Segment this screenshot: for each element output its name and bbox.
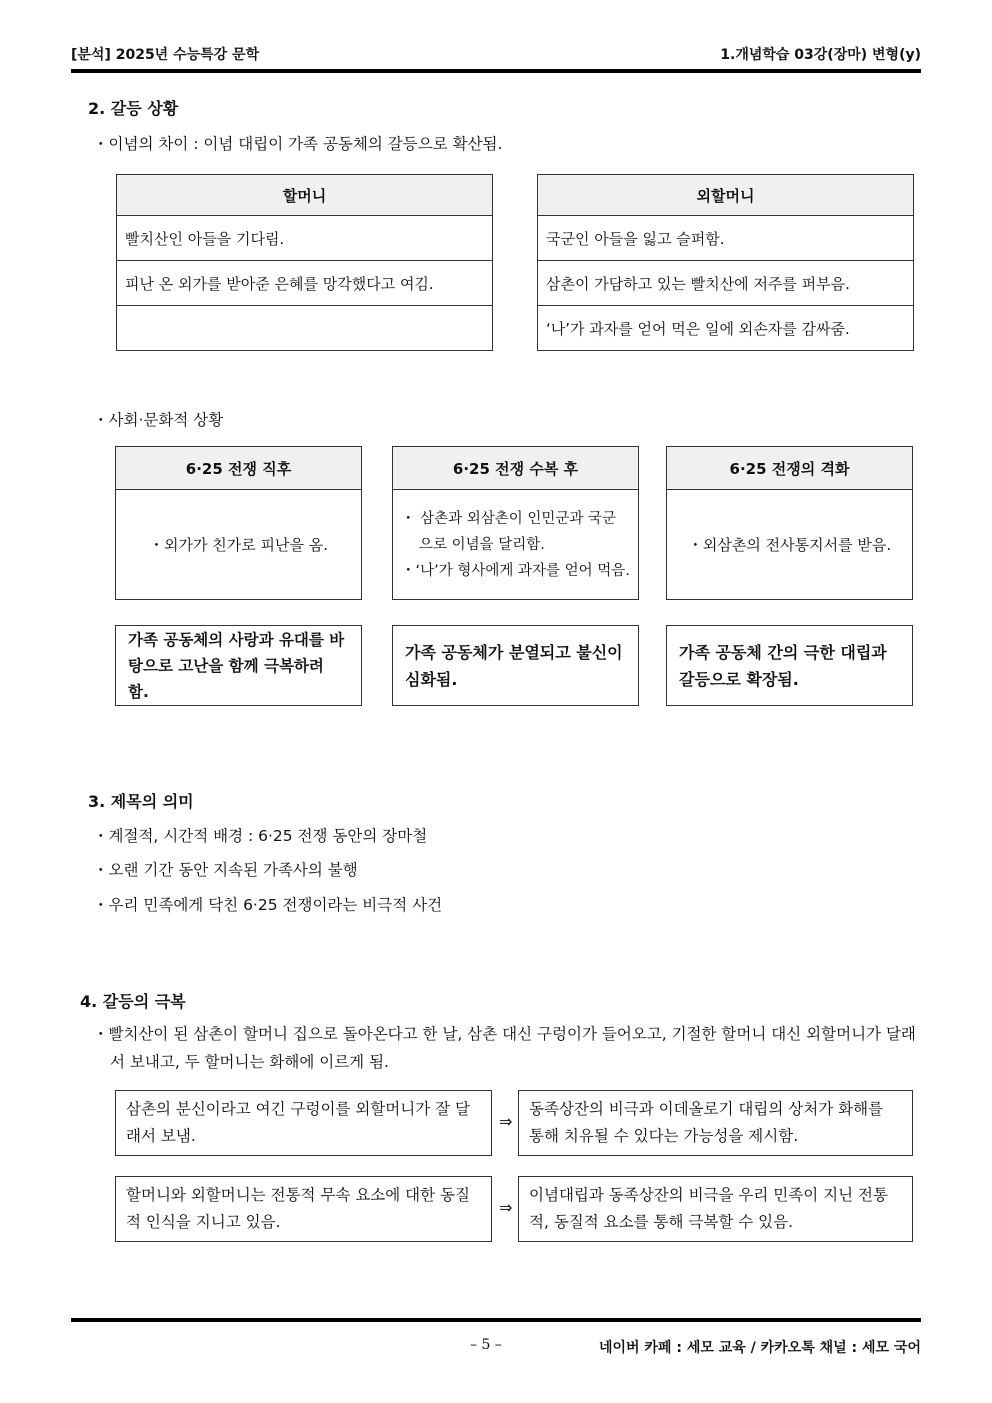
flow-1-cause: 삼촌의 분신이라고 여긴 구렁이를 외할머니가 잘 달래서 보냄. [115,1090,492,1156]
stage-2-item-1: ・ 삼촌과 외삼촌이 인민군과 국군으로 이념을 달리함. [401,511,617,553]
section-3-title: 3. 제목의 의미 [88,792,194,811]
stage-box-3 [666,446,913,600]
section-4-title: 4. 갈등의 극복 [80,992,186,1011]
stage-1-item-1: ・외가가 친가로 피난을 옴. [149,535,328,554]
maternal-grandma-table [537,174,914,351]
stage-3-result: 가족 공동체 간의 극한 대립과 갈등으로 확장됨. [666,625,913,706]
flow-1-arrow: ⇒ [499,1112,513,1131]
header-left: [분석] 2025년 수능특강 문학 [71,47,260,63]
section-2-title: 2. 갈등 상황 [88,99,179,118]
stage-box-2 [392,446,639,600]
stage-1-header: 6·25 전쟁 직후 [116,447,361,490]
stage-3-header: 6·25 전쟁의 격화 [667,447,912,490]
grandma-table [116,174,493,351]
maternal-row-3: ‘나’가 과자를 얻어 먹은 일에 외손자를 감싸줌. [538,306,914,351]
grandma-table-header: 할머니 [117,175,493,216]
stage-box-1 [115,446,362,600]
section-2-bullet-2: ・사회·문화적 상황 [93,411,224,429]
footer-rule [71,1318,921,1322]
section-2-bullet-1: ・이념의 차이 : 이념 대립이 가족 공동체의 갈등으로 확산됨. [93,135,503,153]
section-4-paragraph: ・빨치산이 된 삼촌이 할머니 집으로 돌아온다고 한 날, 삼촌 대신 구렁이가 들어오고, 기절한 할머니 대신 외할머니가 달래서 보내고, 두 할머니는 화해에 이르게 됨. [93,1025,916,1071]
stage-2-item-2: ・‘나’가 형사에게 과자를 얻어 먹음. [401,563,630,579]
maternal-table-header: 외할머니 [538,175,914,216]
section-3-bullet-3: ・우리 민족에게 닥친 6·25 전쟁이라는 비극적 사건 [93,896,443,914]
grandma-row-3 [117,306,493,351]
header-right: 1.개념학습 03강(장마) 변형(y) [720,47,921,63]
flow-2-arrow: ⇒ [499,1198,513,1217]
maternal-row-2: 삼촌이 가담하고 있는 빨치산에 저주를 퍼부음. [538,261,914,306]
section-3-bullet-2: ・오랜 기간 동안 지속된 가족사의 불행 [93,861,358,879]
flow-2-effect: 이념대립과 동족상잔의 비극을 우리 민족이 지닌 전통적, 동질적 요소를 통해 극복할 수 있음. [518,1176,913,1242]
stage-2-header: 6·25 전쟁 수복 후 [393,447,638,490]
flow-1-effect: 동족상잔의 비극과 이데올로기 대립의 상처가 화해를 통해 치유될 수 있다는 가능성을 제시함. [518,1090,913,1156]
page-number: – 5 – [470,1337,502,1353]
stage-1-result: 가족 공동체의 사랑과 유대를 바탕으로 고난을 함께 극복하려 함. [115,625,362,706]
footer-info: 네이버 카페 : 세모 교육 / 카카오톡 채널 : 세모 국어 [598,1340,921,1356]
section-3-bullet-1: ・계절적, 시간적 배경 : 6·25 전쟁 동안의 장마철 [93,827,428,845]
maternal-row-1: 국군인 아들을 잃고 슬퍼함. [538,216,914,261]
stage-2-result: 가족 공동체가 분열되고 불신이 심화됨. [392,625,639,706]
stage-3-item-1: ・외삼촌의 전사통지서를 받음. [687,535,892,554]
header-rule [71,69,921,73]
flow-2-cause: 할머니와 외할머니는 전통적 무속 요소에 대한 동질적 인식을 지니고 있음. [115,1176,492,1242]
grandma-row-2: 피난 온 외가를 받아준 은혜를 망각했다고 여김. [117,261,493,306]
grandma-row-1: 빨치산인 아들을 기다림. [117,216,493,261]
